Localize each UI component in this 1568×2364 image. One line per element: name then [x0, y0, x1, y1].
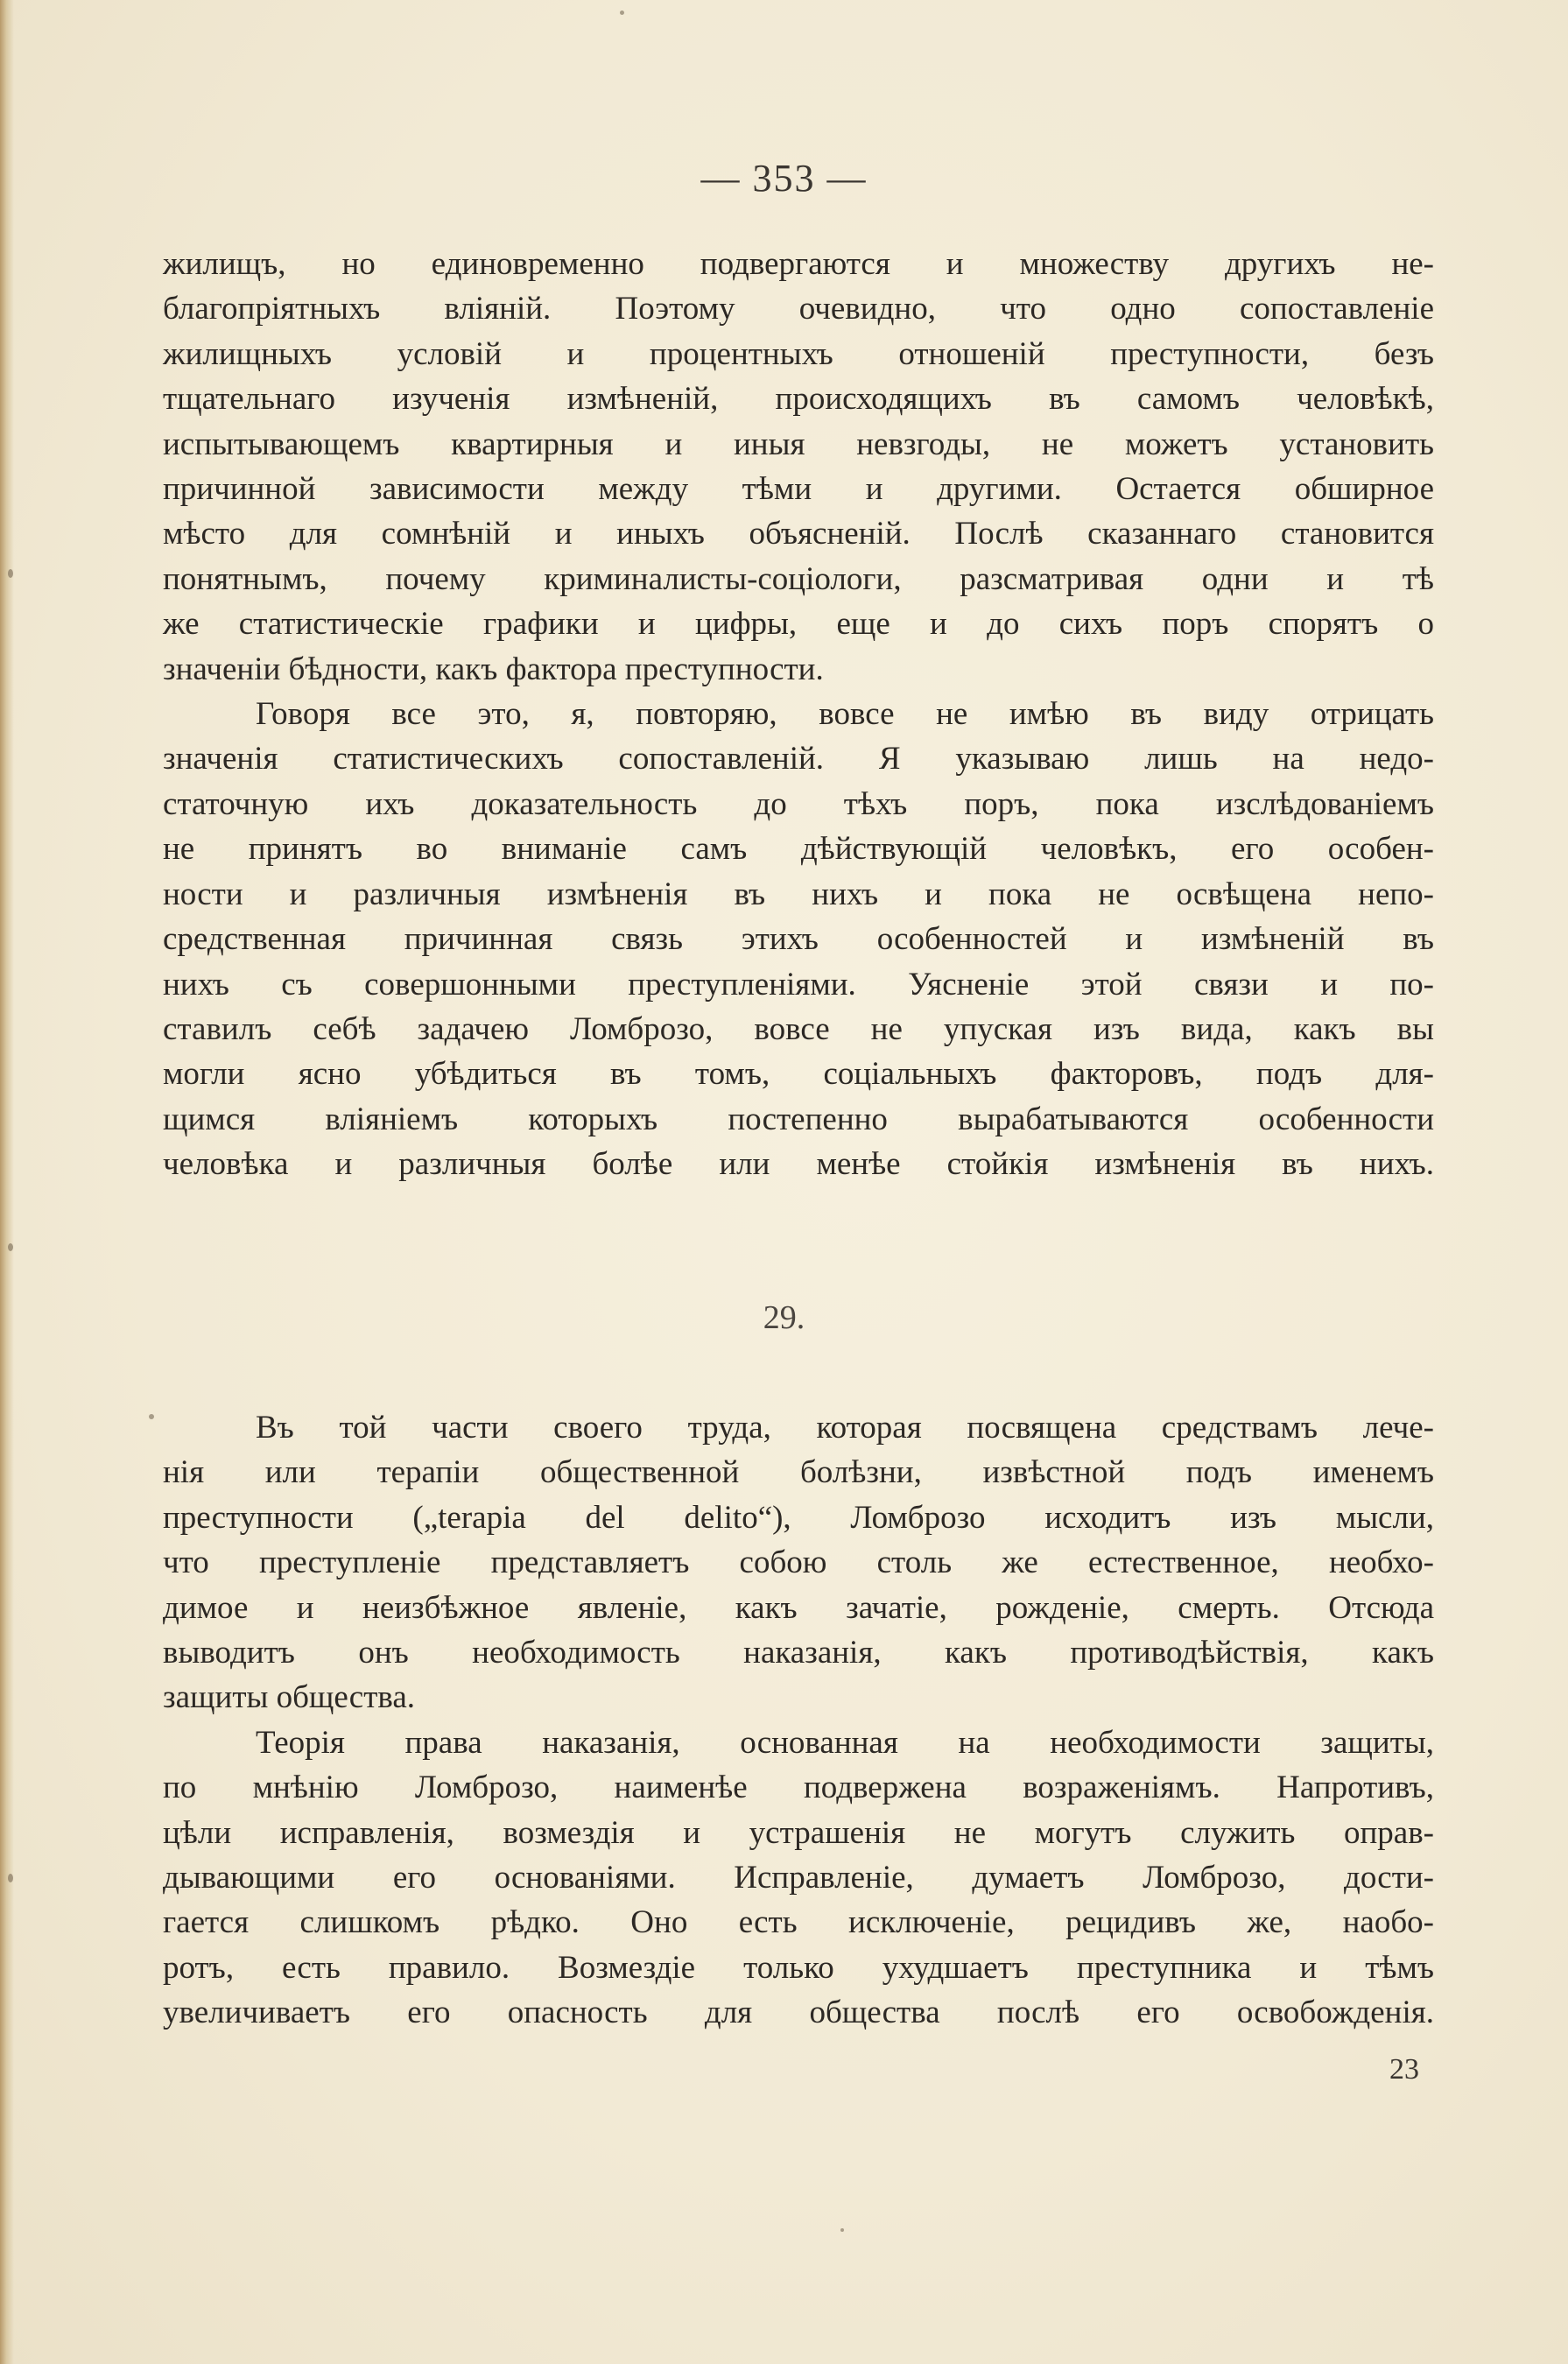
text-block-lower [163, 1405, 1434, 2036]
section-number: 29. [763, 1299, 805, 1336]
text-line: цѣли исправленія, возмездія и устрашенія не могутъ служить оправ- [163, 1814, 1434, 1851]
text-line: щимся вліяніемъ которыхъ постепенно вырабатываются особенности [163, 1101, 1434, 1137]
text-line: причинной зависимости между тѣми и другими. Остается обширное [163, 471, 1434, 508]
paper-speck [8, 569, 13, 578]
text-line: Теорія права наказанія, основанная на необходимости защиты, [256, 1724, 1434, 1761]
paper-speck [8, 1874, 13, 1882]
text-line: выводитъ онъ необходимость наказанія, какъ противодѣйствія, какъ [163, 1635, 1434, 1671]
text-line: средственная причинная связь этихъ особенностей и измѣненій въ [163, 921, 1434, 958]
text-line: по мнѣнію Ломброзо, наименѣе подвержена возраженіямъ. Напротивъ, [163, 1769, 1434, 1806]
text-line: мѣсто для сомнѣній и иныхъ объясненій. Послѣ сказаннаго становится [163, 516, 1434, 552]
signature-mark: 23 [1389, 2053, 1419, 2086]
text-line: Говоря все это, я, повторяю, вовсе не имѣю въ виду отрицать [256, 696, 1434, 733]
text-line: преступности („terapia del delito“), Ломброзо исходитъ изъ мысли, [163, 1499, 1434, 1536]
text-block-upper [163, 242, 1434, 1187]
text-line: гается слишкомъ рѣдко. Оно есть исключеніе, рецидивъ же, наобо- [163, 1904, 1434, 1941]
text-line: значенія статистическихъ сопоставленій. Я указываю лишь на недо- [163, 741, 1434, 777]
text-line: защиты общества. [163, 1679, 416, 1716]
paper-speck [840, 2228, 844, 2232]
text-line: понятнымъ, почему криминалисты-соціологи, разсматривая одни и тѣ [163, 560, 1434, 597]
text-line: тщательнаго изученія измѣненій, происходящихъ въ самомъ человѣкѣ, [163, 381, 1434, 418]
text-line: ности и различныя измѣненія въ нихъ и пока не освѣщена непо- [163, 876, 1434, 912]
text-line: жилищныхъ условій и процентныхъ отношеній преступности, безъ [163, 335, 1434, 372]
text-line: ротъ, есть правило. Возмездіе только ухудшаетъ преступника и тѣмъ [163, 1949, 1434, 1986]
text-line: значеніи бѣдности, какъ фактора преступности. [163, 651, 824, 687]
text-line: не принятъ во вниманіе самъ дѣйствующій человѣкъ, его особен- [163, 831, 1434, 868]
paper-speck [8, 1243, 13, 1251]
text-line: жилищъ, но единовременно подвергаются и множеству другихъ не- [163, 246, 1434, 282]
paper-speck [620, 11, 624, 15]
text-line: испытывающемъ квартирныя и иныя невзгоды, не можетъ установить [163, 426, 1434, 462]
page-number: — 353 — [700, 157, 868, 200]
text-line: ставилъ себѣ задачею Ломброзо, вовсе не упуская изъ вида, какъ вы [163, 1010, 1434, 1047]
text-line: нихъ съ совершонными преступленіями. Уясненіе этой связи и по- [163, 966, 1434, 1003]
text-line: человѣка и различныя болѣе или менѣе стойкія измѣненія въ нихъ. [163, 1146, 1434, 1183]
text-line: димое и неизбѣжное явленіе, какъ зачатіе, рожденіе, смерть. Отсюда [163, 1589, 1434, 1626]
text-line: Въ той части своего труда, которая посвящена средствамъ лече- [256, 1410, 1434, 1446]
paper-speck [149, 1414, 154, 1419]
text-line: дывающими его основаніями. Исправленіе, думаетъ Ломброзо, дости- [163, 1860, 1434, 1896]
text-line: могли ясно убѣдиться въ томъ, соціальныхъ факторовъ, подъ для- [163, 1056, 1434, 1093]
binding-edge [0, 0, 14, 2364]
text-line: же статистическіе графики и цифры, еще и до сихъ поръ спорятъ о [163, 606, 1434, 643]
text-line: благопріятныхъ вліяній. Поэтому очевидно, что одно сопоставленіе [163, 291, 1434, 327]
text-line: что преступленіе представляетъ собою столь же естественное, необхо- [163, 1544, 1434, 1581]
text-line: нія или терапіи общественной болѣзни, извѣстной подъ именемъ [163, 1454, 1434, 1491]
text-line: статочную ихъ доказательность до тѣхъ поръ, пока изслѣдованіемъ [163, 785, 1434, 822]
text-line: увеличиваетъ его опасность для общества послѣ его освобожденія. [163, 1995, 1434, 2031]
